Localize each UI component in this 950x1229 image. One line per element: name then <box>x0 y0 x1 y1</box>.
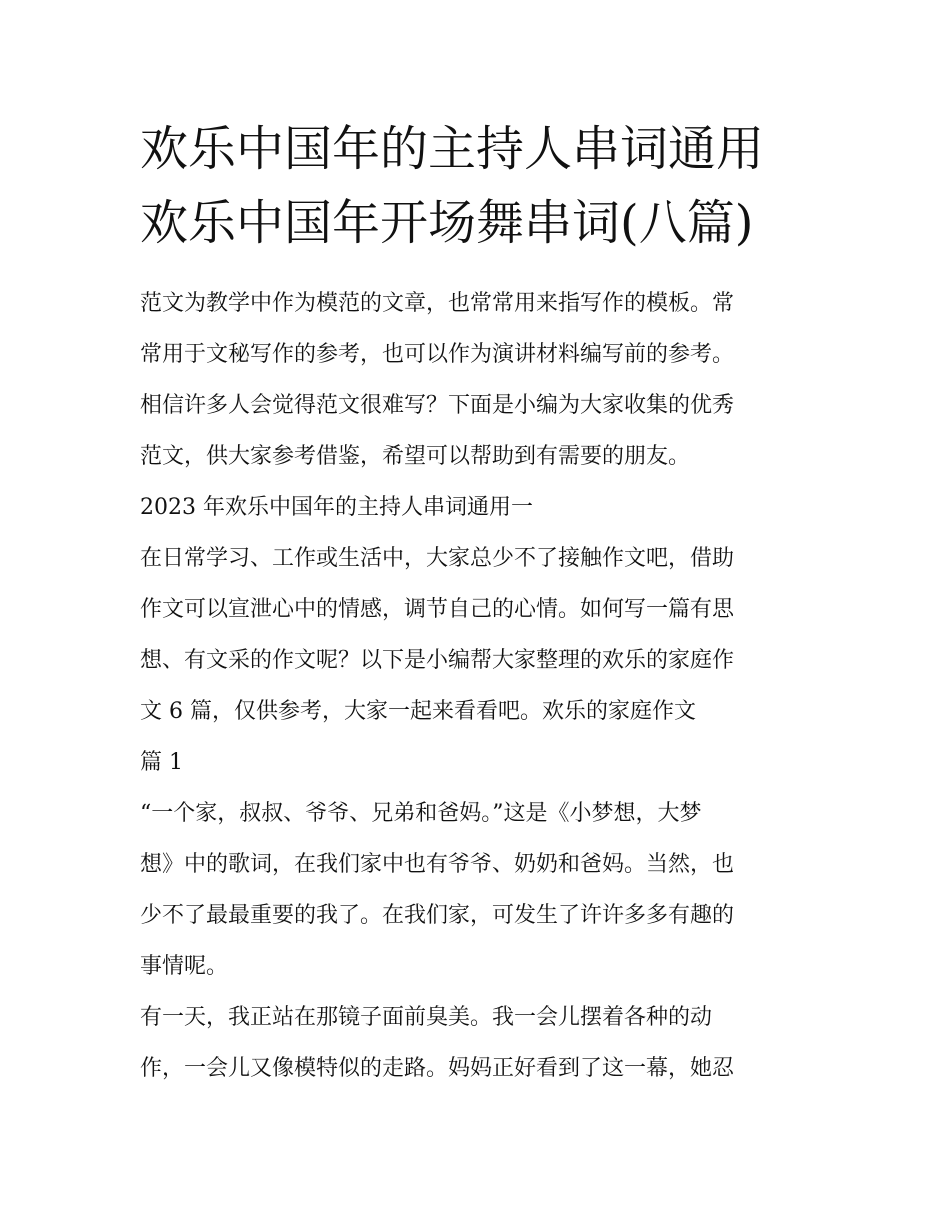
text-line: 文 6 篇，仅供参考，大家一起来看看吧。欢乐的家庭作文 <box>140 699 696 724</box>
essay-paragraph-2 <box>140 992 820 1094</box>
essay-paragraph-1 <box>140 788 820 992</box>
text-line: 常用于文秘写作的参考，也可以作为演讲材料编写前的参考。 <box>140 342 735 367</box>
title-line-2: 欢乐中国年开场舞串词(八篇) <box>140 195 754 251</box>
document-title <box>140 112 820 260</box>
text-line: 有一天，我正站在那镜子面前臭美。我一会儿摆着各种的动 <box>140 1005 713 1030</box>
text-line: 作，一会儿又像模特似的走路。妈妈正好看到了这一幕，她忍 <box>140 1056 735 1081</box>
text-line: 范文为教学中作为模范的文章，也常常用来指写作的模板。常 <box>140 291 735 316</box>
title-line-1: 欢乐中国年的主持人串词通用 <box>140 121 765 177</box>
text-line: 少不了最最重要的我了。在我们家，可发生了许许多多有趣的 <box>140 903 735 928</box>
essay-label <box>140 737 820 788</box>
text-line: 想、有文采的作文呢？以下是小编帮大家整理的欢乐的家庭作 <box>140 648 735 673</box>
text-line: 在日常学习、工作或生活中，大家总少不了接触作文吧，借助 <box>140 546 735 571</box>
section-heading <box>140 482 820 533</box>
text-line: 作文可以宣泄心中的情感，调节自己的心情。如何写一篇有思 <box>140 597 735 622</box>
text-line: 事情呢。 <box>140 954 229 979</box>
document-body <box>140 278 820 1094</box>
text-line: 2023 年欢乐中国年的主持人串词通用一 <box>140 495 533 520</box>
text-line: 范文，供大家参考借鉴，希望可以帮助到有需要的朋友。 <box>140 444 691 469</box>
essay-intro-paragraph <box>140 533 820 737</box>
text-line: 想》中的歌词，在我们家中也有爷爷、奶奶和爸妈。当然，也 <box>140 852 735 877</box>
text-line: 篇 1 <box>140 750 183 775</box>
text-line: “一个家，叔叔、爷爷、兄弟和爸妈。”这是《小梦想，大梦 <box>140 801 702 826</box>
intro-paragraph <box>140 278 820 482</box>
text-line: 相信许多人会觉得范文很难写？下面是小编为大家收集的优秀 <box>140 393 735 418</box>
